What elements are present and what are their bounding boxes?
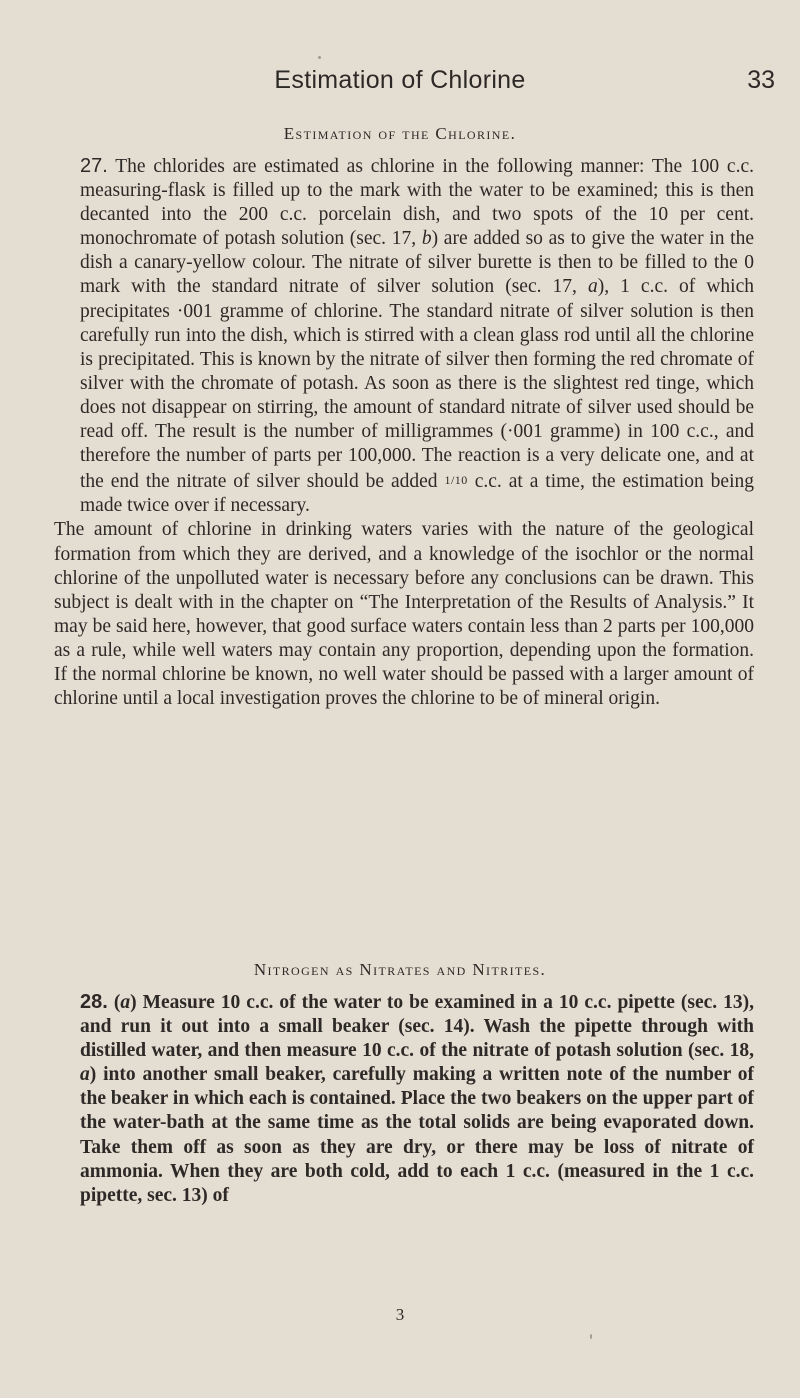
text-run: ) Measure 10 c.c. of the water to be examined in a 10 c.c. pipette (sec. 13), and run it out into a small beaker (sec. 14). Wash the pipette through with distilled water, and then measure 10 c.c. of the nitrate of potash solution (sec. 18, <box>80 992 755 1062</box>
text-run: The chlorides are estimated as chlorine in the following manner: The 100 c.c. measuring-flask is filled up to the mark with the water to be examined; this is then decanted into the 200 c.c. porcelain dish, and two spots of the 10 per cent. monochromate of potash solution (sec. 17, <box>80 156 754 250</box>
section-heading-nitrogen: Nitrogen as Nitrates and Nitrites. <box>253 960 547 979</box>
paragraph-number: 28. <box>80 991 108 1013</box>
page-number: 33 <box>747 66 775 94</box>
paragraph-number: 27. <box>80 155 108 177</box>
running-head <box>0 66 800 102</box>
text-run: b <box>421 228 432 250</box>
text-run: ), 1 c.c. of which precipitates ·001 gramme of chlorine. The standard nitrate of silver solution is then carefully run into the dish, which is stirred with a clean glass rod until all the chlorine is precipitated. This is known by the nitrate of silver then forming the red chromate of silver with the chromate of potash. As soon as there is the slightest red tinge, which does not disappear on stirring, the amount of standard nitrate of silver used should be read off. The result is the number of milligrammes (·001 gramme) in 100 c.c., and therefore the number of parts per 100,000. The reaction is a very delicate one, and at the end the nitrate of silver should be added <box>80 276 754 493</box>
text-run: a <box>120 992 131 1013</box>
text-run: c.c. at a time, the estimation being made twice over if necessary. <box>80 471 754 517</box>
text-run: a <box>587 276 598 298</box>
paragraph-chlorine-amount: The amount of chlorine in drinking waters varies with the nature of the geological formation from which they are derived, and a knowledge of the isochlor or the normal chlorine of the unpolluted water is necessary before any conclusions can be drawn. This subject is dealt with in the chapter on “The Interpretation of the Results of Analysis.” It may be said here, however, that good surface waters contain less than 2 parts per 100,000 as a rule, while well waters may contain any proportion, depending upon the formation. If the normal chlorine be known, no well water should be passed with a larger amount of chlorine until a local investigation proves the chlorine to be of mineral origin. <box>54 519 754 710</box>
running-title: Estimation of Chlorine <box>274 66 526 94</box>
text-run: a <box>80 1064 90 1086</box>
paper-speck <box>318 56 321 59</box>
fraction: 1/10 <box>444 473 468 488</box>
text-run: ) are added so as to give the water in the dish a canary-yellow colour. The nitrate of silver burette is then to be filled to the 0 mark with the standard nitrate of silver solution (sec. 17, <box>80 228 754 298</box>
section-body-chlorine <box>54 154 754 711</box>
paper-speck <box>590 1334 592 1339</box>
paragraph-27 <box>54 154 754 518</box>
section-heading-chlorine: Estimation of the Chlorine. <box>283 124 517 143</box>
signature-mark: 3 <box>395 1305 405 1324</box>
section-body-nitrogen <box>54 990 754 1208</box>
paragraph-28 <box>54 990 754 1208</box>
text-run: ) into another small beaker, carefully making a written note of the number of the beaker in which each is contained. Place the two beakers on the upper part of the water-bath at the same time as the total solids are being evaporated down. Take them off as soon as they are dry, or there may be loss of nitrate of ammonia. When they are both cold, add to each 1 c.c. (measured in the 1 c.c. pipette, sec. 13) of <box>80 1064 754 1206</box>
text-run: ( <box>113 992 121 1013</box>
